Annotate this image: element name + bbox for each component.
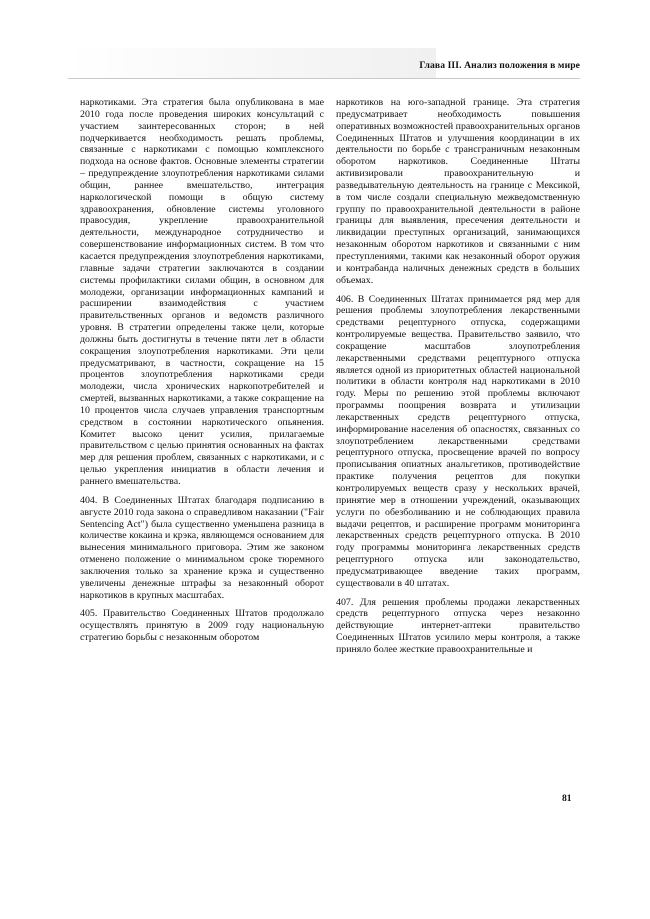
paragraph: 406. В Соединенных Штатах принимается ряд мер для решения проблемы злоупотребления лекарственными средствами рецептурного отпуска, содержащими контролируемые вещества. Правительство заявило, что сокращение масштабов злоупотребления лекарственными средствами рецептурного отпуска является одной из приоритетных областей национальной политики в области контроля над наркотиками в 2010 году. Меры по решению этой проблемы включают программы поощрения возврата и утилизации лекарственных средств рецептурного отпуска, информирование населения об опасностях, связанных со злоупотреблением лекарственными средствами рецептурного отпуска, просвещение врачей по вопросу прописывания опиатных анальгетиков, противодействие практике получения рецептов для покупки контролируемых веществ сразу у нескольких врачей, принятие мер в отношении учреждений, оказывающих услуги по обезболиванию и не соблюдающих правила выдачи рецептов, и расширение программ мониторинга лекарственных средств рецептурного отпуска. В 2010 году программы мониторинга лекарственных средств рецептурного отпуска или законодательство, предусматривающее введение таких программ, существовали в 40 штатах. <box>336 293 580 589</box>
header-shade <box>68 48 436 78</box>
paragraph: 407. Для решения проблемы продажи лекарственных средств рецептурного отпуска через незаконно действующие интернет-аптеки правительство Соединенных Штатов усилило меры контроля, а также приняло более жесткие правоохранительные и <box>336 596 580 655</box>
paragraph: наркотиками. Эта стратегия была опубликована в мае 2010 года после проведения широких консультаций с участием заинтересованных сторон; в ней подчеркивается необходимость решать проблемы, связанные с наркотиками с помощью комплексного подхода на основе фактов. Основные элементы стратегии – предупреждение злоупотребления наркотиками силами общин, раннее вмешательство, интеграция наркологической помощи в общую систему здравоохранения, обновление системы уголовного правосудия, укрепление правоохранительной деятельности, международное сотрудничество и совершенствование информационных систем. В том что касается предупреждения злоупотребления наркотиками, главные задачи стратегии заключаются в создании системы профилактики силами общин, в основном для молодежи, организации информационных кампаний и расширении взаимодействия с участием правительственных органов и ведомств различного уровня. В стратегии определены также цели, которые должны быть достигнуты в течение пяти лет в области сокращения злоупотребления наркотиками. Эти цели предусматривают, в частности, сокращение на 15 процентов злоупотребления наркотиками среди молодежи, числа хронических наркопотребителей и смертей, вызванных наркотиками, а также сокращение на 10 процентов числа случаев управления транспортным средством в состоянии наркотического опьянения. Комитет высоко ценит усилия, прилагаемые правительством с целью принятия основанных на фактах мер для решения проблем, связанных с наркотиками, и с целью укрепления инициатив в области лечения и раннего вмешательства. <box>80 97 324 487</box>
paragraph: 405. Правительство Соединенных Штатов продолжало осуществлять принятую в 2009 году национальную стратегию борьбы с незаконным оборотом <box>80 608 324 644</box>
running-header <box>68 48 580 79</box>
right-column <box>336 97 580 663</box>
left-column <box>80 97 324 651</box>
paragraph: наркотиков на юго-западной границе. Эта стратегия предусматривает необходимость повышения оперативных возможностей правоохранительных органов Соединенных Штатов и улучшения координации в их деятельности по борьбе с трансграничным незаконным оборотом наркотиков. Соединенные Штаты активизировали правоохранительную и разведывательную деятельность на границе с Мексикой, в том числе создали специальную межведомственную группу по правоохранительной деятельности в районе границы для выявления, пресечения деятельности и ликвидации преступных организаций, занимающихся незаконным оборотом наркотиков и связанными с ним преступлениями, такими как незаконный оборот оружия и контрабанда наличных денежных средств в больших объемах. <box>336 97 580 286</box>
page-number: 81 <box>562 793 572 804</box>
paragraph: 404. В Соединенных Штатах благодаря подписанию в августе 2010 года закона о справедливом наказании ("Fair Sentencing Act") была существенно уменьшена разница в количестве кокаина и крэка, являющемся основанием для вынесения минимального приговора. Этим же законом отменено положение о минимальном сроке тюремного заключения только за хранение крэка и существенно увеличены денежные штрафы за незаконный оборот наркотиков в крупных масштабах. <box>80 494 324 601</box>
chapter-title: Глава III. Анализ положения в мире <box>419 60 580 71</box>
